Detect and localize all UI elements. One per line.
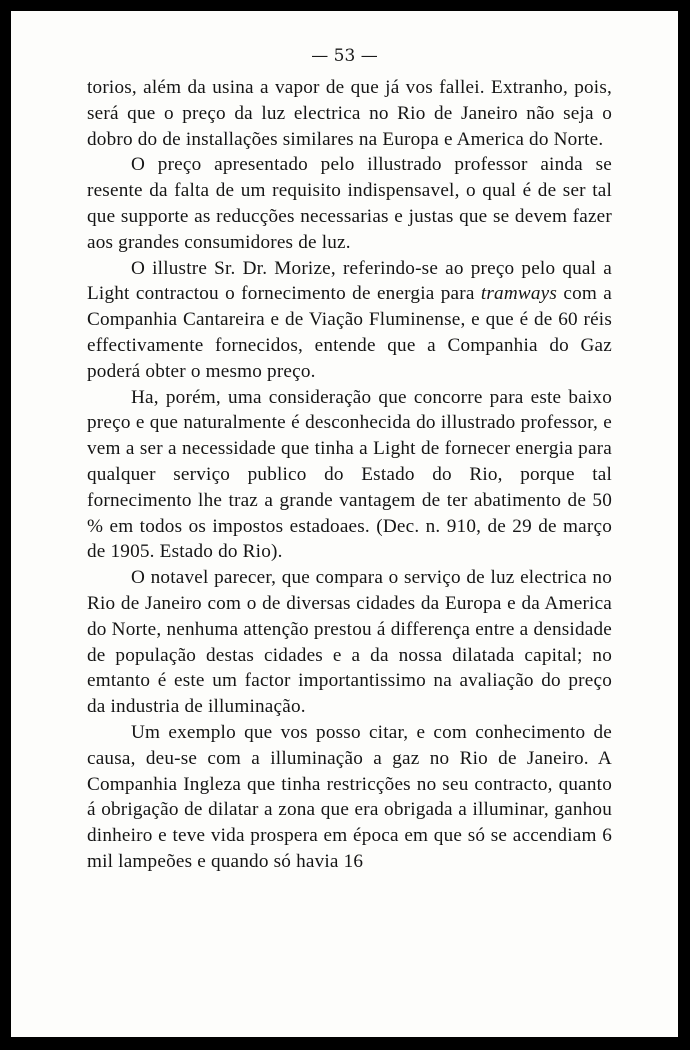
paragraph: Ha, porém, uma consideração que concorre para este baixo preço e que naturalmente é desconhecida do illustrado professor, e vem a ser a necessidade que tinha a Light de fornecer energia para qualquer serviço publico do Estado do Rio, porque tal fornecimento lhe traz a grande vantagem de ter abatimento de 50 % em todos os impostos estadoaes. (Dec. n. 910, de 29 de março de 1905. Estado do Rio).	[87, 386, 612, 563]
italic-term: tramways	[480, 283, 558, 305]
paragraph-text: com a Companhia Cantareira e de Viação Fluminense, e que é de 60 réis effectivamente fornecidos, entende que a Companhia do Gaz poderá obter o mesmo preço.	[87, 283, 612, 382]
paragraph-morize	[87, 256, 612, 385]
paragraph: O notavel parecer, que compara o serviço de luz electrica no Rio de Janeiro com o de diversas cidades da Europa e da America do Norte, nenhuma attenção prestou á differença entre a densidade de população destas cidades e a da nossa dilatada capital; no emtanto é este um factor importantissimo na avaliação do preço da industria de illuminação.	[87, 567, 612, 718]
paragraph-continued: torios, além da usina a vapor de que já vos fallei. Extranho, pois, será que o preço da luz electrica no Rio de Janeiro não seja o dobro do de installações similares na Europa e America do Norte.	[87, 77, 612, 150]
paragraph-text: O illustre Sr. Dr. Morize, referindo-se ao preço pelo qual a Light contractou o fornecimento de energia para	[87, 257, 612, 305]
paragraph: Um exemplo que vos posso citar, e com conhecimento de causa, deu-se com a illuminação a gaz no Rio de Janeiro. A Companhia Ingleza que tinha restricções no seu contracto, quanto á obrigação de dilatar a zona que era obrigada a illuminar, ganhou dinheiro e teve vida prospera em época em que só se accendiam 6 mil lampeões e quando só havia 16	[87, 721, 612, 872]
body-text	[87, 75, 612, 875]
book-page	[11, 11, 678, 1037]
paragraph: O preço apresentado pelo illustrado professor ainda se resente da falta de um requisito indispensavel, o qual é de ser tal que supporte as reducções necessarias e justas que se devem fazer aos grandes consumidores de luz.	[87, 154, 612, 253]
page-number: — 53 —	[311, 46, 378, 66]
